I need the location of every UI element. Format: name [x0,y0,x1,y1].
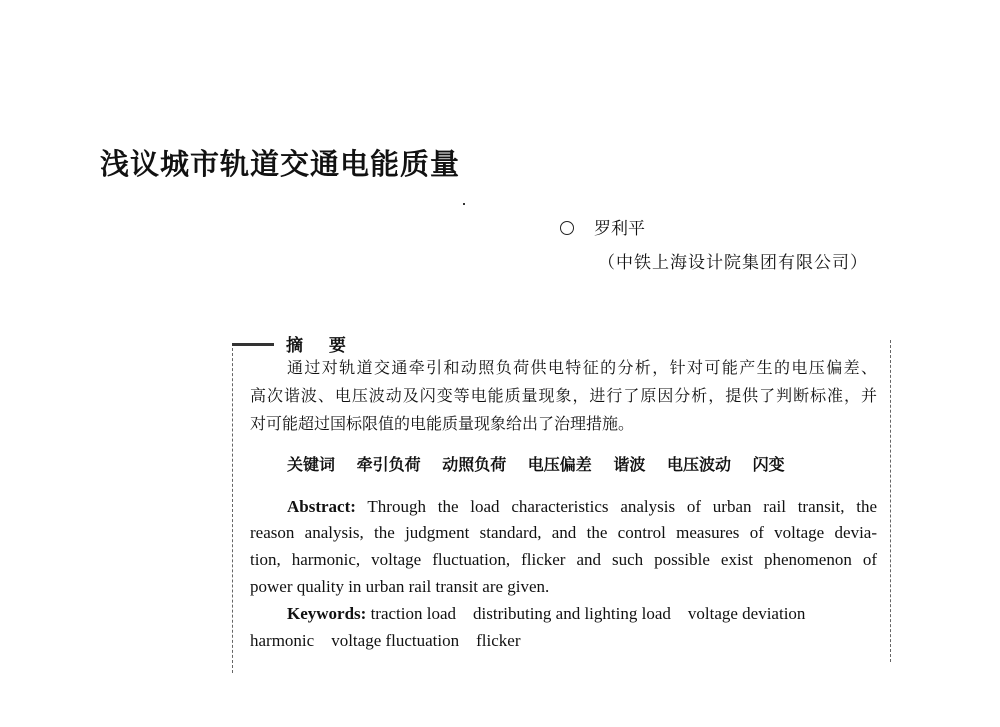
abstract-en-line [287,497,877,517]
abstract-en-text: Through the load characteristics analysis of urban rail transit, the [367,497,877,516]
abstract-en-line: reason analysis, the judgment standard, and the control measures of voltage devia- [250,523,877,542]
heading-bar [232,343,274,346]
abstract-box-right-border [890,340,891,662]
keywords-en-text: traction load distributing and lighting load voltage deviation [370,604,806,623]
keywords-en-label: Keywords: [287,604,367,623]
abstract-heading: 摘 要 [286,336,356,356]
keyword: 谐波 [613,455,646,474]
paper-title: 浅议城市轨道交通电能质量 [100,147,461,181]
keywords-en-line: harmonic voltage fluctuation flicker [250,631,521,650]
abstract-en-line: power quality in urban rail transit are given. [250,577,550,596]
keyword: 闪变 [752,455,785,474]
abstract-zh-line: 通过对轨道交通牵引和动照负荷供电特征的分析，针对可能产生的电压偏差、 [287,358,877,377]
circle-icon [560,221,574,235]
keyword: 动照负荷 [442,455,507,474]
keyword: 牵引负荷 [356,455,421,474]
keyword: 电压波动 [666,455,731,474]
keywords-zh [287,452,785,475]
keywords-label: 关键词 [287,455,336,474]
speck [463,203,465,205]
keywords-en [287,604,805,624]
author-name: 罗利平 [594,219,645,239]
abstract-box-left-border [232,343,233,673]
keyword: 电压偏差 [527,455,592,474]
abstract-zh-line: 高次谐波、电压波动及闪变等电能质量现象，进行了原因分析，提供了判断标准，并 [250,386,877,405]
abstract-zh-line: 对可能超过国标限值的电能质量现象给出了治理措施。 [250,414,635,433]
abstract-en-line: tion, harmonic, voltage fluctuation, flicker and such possible exist phenomenon of [250,550,877,569]
affiliation: （中铁上海设计院集团有限公司） [598,253,868,273]
author-line [560,214,645,239]
abstract-label: Abstract: [287,497,356,516]
